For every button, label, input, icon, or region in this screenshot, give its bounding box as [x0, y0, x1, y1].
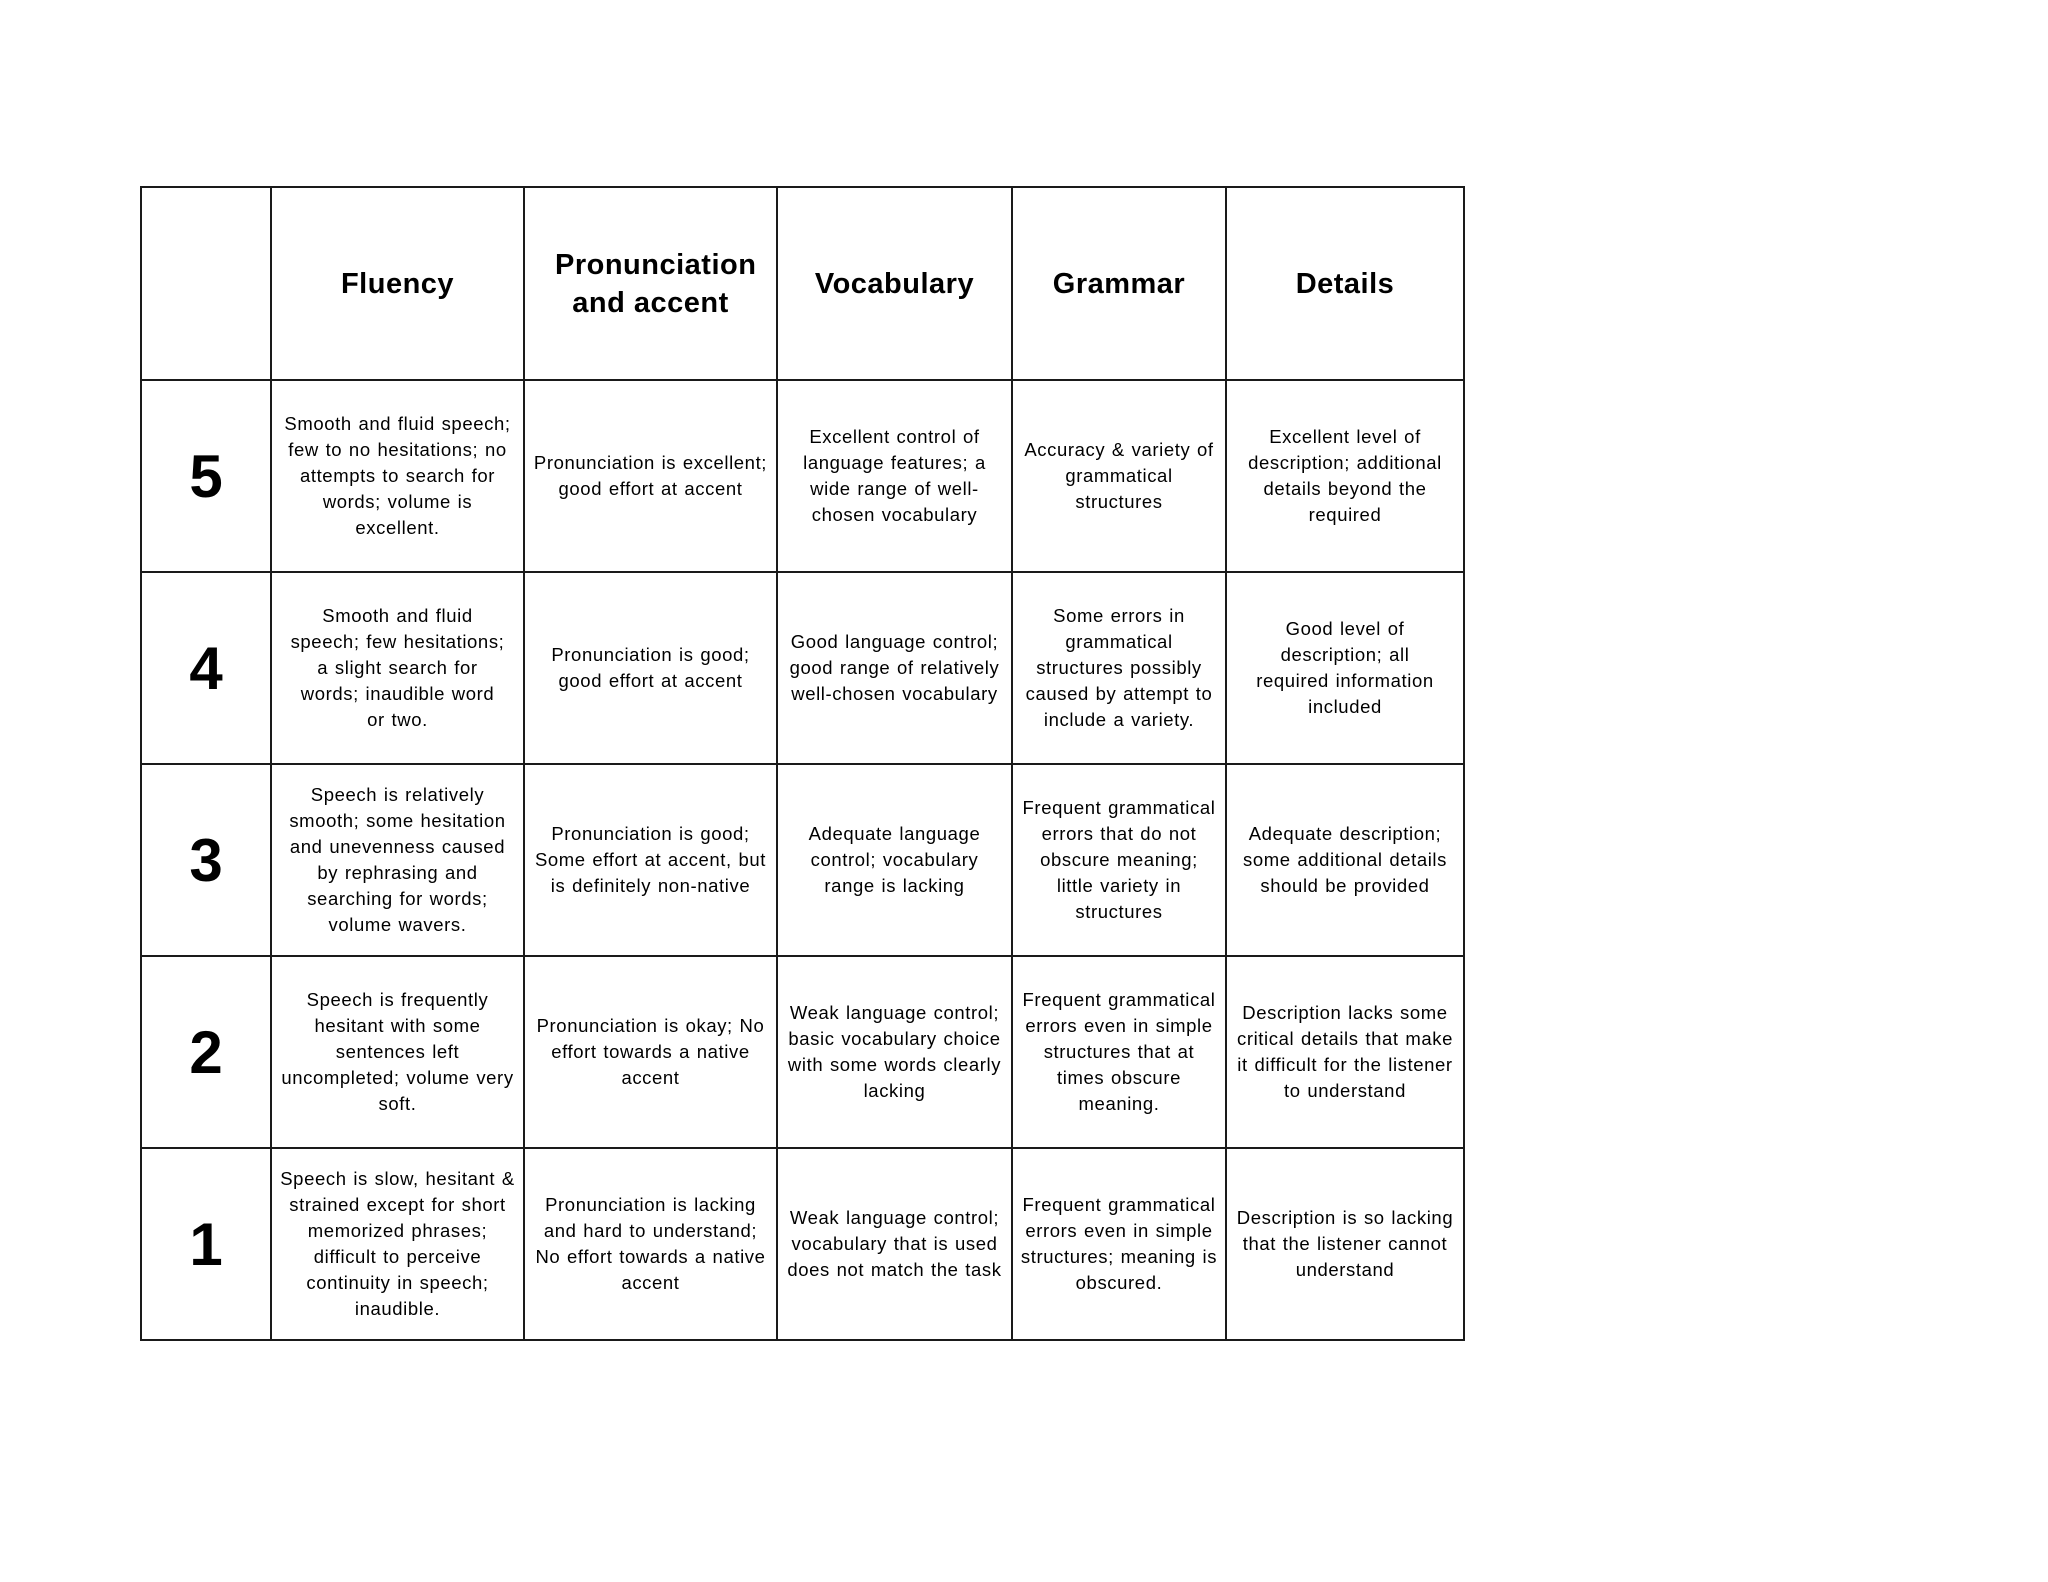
pronunciation-cell: Pronunciation is excellent; good effort at accent [524, 380, 777, 572]
header-fluency: Fluency [271, 187, 524, 380]
details-cell: Description is so lacking that the listener cannot understand [1226, 1148, 1464, 1340]
pronunciation-cell: Pronunciation is okay; No effort towards a native accent [524, 956, 777, 1148]
table-row [141, 572, 1464, 764]
grammar-cell: Frequent grammatical errors that do not obscure meaning; little variety in structures [1012, 764, 1226, 956]
pronunciation-cell: Pronunciation is lacking and hard to understand; No effort towards a native accent [524, 1148, 777, 1340]
details-cell: Excellent level of description; additional details beyond the required [1226, 380, 1464, 572]
header-details: Details [1226, 187, 1464, 380]
rubric-container [140, 186, 1465, 1341]
grammar-cell: Frequent grammatical errors even in simple structures that at times obscure meaning. [1012, 956, 1226, 1148]
score-cell: 4 [141, 572, 271, 764]
pronunciation-cell: Pronunciation is good; Some effort at accent, but is definitely non-native [524, 764, 777, 956]
rubric-table [140, 186, 1465, 1341]
table-row [141, 380, 1464, 572]
grammar-cell: Some errors in grammatical structures possibly caused by attempt to include a variety. [1012, 572, 1226, 764]
table-row [141, 1148, 1464, 1340]
fluency-cell: Smooth and fluid speech; few to no hesitations; no attempts to search for words; volume is excellent. [271, 380, 524, 572]
details-cell: Good level of description; all required information included [1226, 572, 1464, 764]
score-cell: 1 [141, 1148, 271, 1340]
header-row [141, 187, 1464, 380]
header-vocabulary: Vocabulary [777, 187, 1012, 380]
fluency-cell: Speech is frequently hesitant with some sentences left uncompleted; volume very soft. [271, 956, 524, 1148]
vocabulary-cell: Weak language control; basic vocabulary choice with some words clearly lacking [777, 956, 1012, 1148]
fluency-cell: Speech is slow, hesitant & strained except for short memorized phrases; difficult to perceive continuity in speech; inaudible. [271, 1148, 524, 1340]
score-cell: 2 [141, 956, 271, 1148]
grammar-cell: Accuracy & variety of grammatical structures [1012, 380, 1226, 572]
details-cell: Adequate description; some additional details should be provided [1226, 764, 1464, 956]
vocabulary-cell: Good language control; good range of relatively well-chosen vocabulary [777, 572, 1012, 764]
fluency-cell: Smooth and fluid speech; few hesitations; a slight search for words; inaudible word or two. [271, 572, 524, 764]
vocabulary-cell: Weak language control; vocabulary that is used does not match the task [777, 1148, 1012, 1340]
details-cell: Description lacks some critical details that make it difficult for the listener to understand [1226, 956, 1464, 1148]
table-row [141, 764, 1464, 956]
table-row [141, 956, 1464, 1148]
header-grammar: Grammar [1012, 187, 1226, 380]
grammar-cell: Frequent grammatical errors even in simple structures; meaning is obscured. [1012, 1148, 1226, 1340]
vocabulary-cell: Excellent control of language features; a wide range of well-chosen vocabulary [777, 380, 1012, 572]
header-score-corner [141, 187, 271, 380]
header-pronunciation: Pronunciation and accent [524, 187, 777, 380]
pronunciation-cell: Pronunciation is good; good effort at accent [524, 572, 777, 764]
score-cell: 3 [141, 764, 271, 956]
vocabulary-cell: Adequate language control; vocabulary range is lacking [777, 764, 1012, 956]
fluency-cell: Speech is relatively smooth; some hesitation and unevenness caused by rephrasing and searching for words; volume wavers. [271, 764, 524, 956]
score-cell: 5 [141, 380, 271, 572]
